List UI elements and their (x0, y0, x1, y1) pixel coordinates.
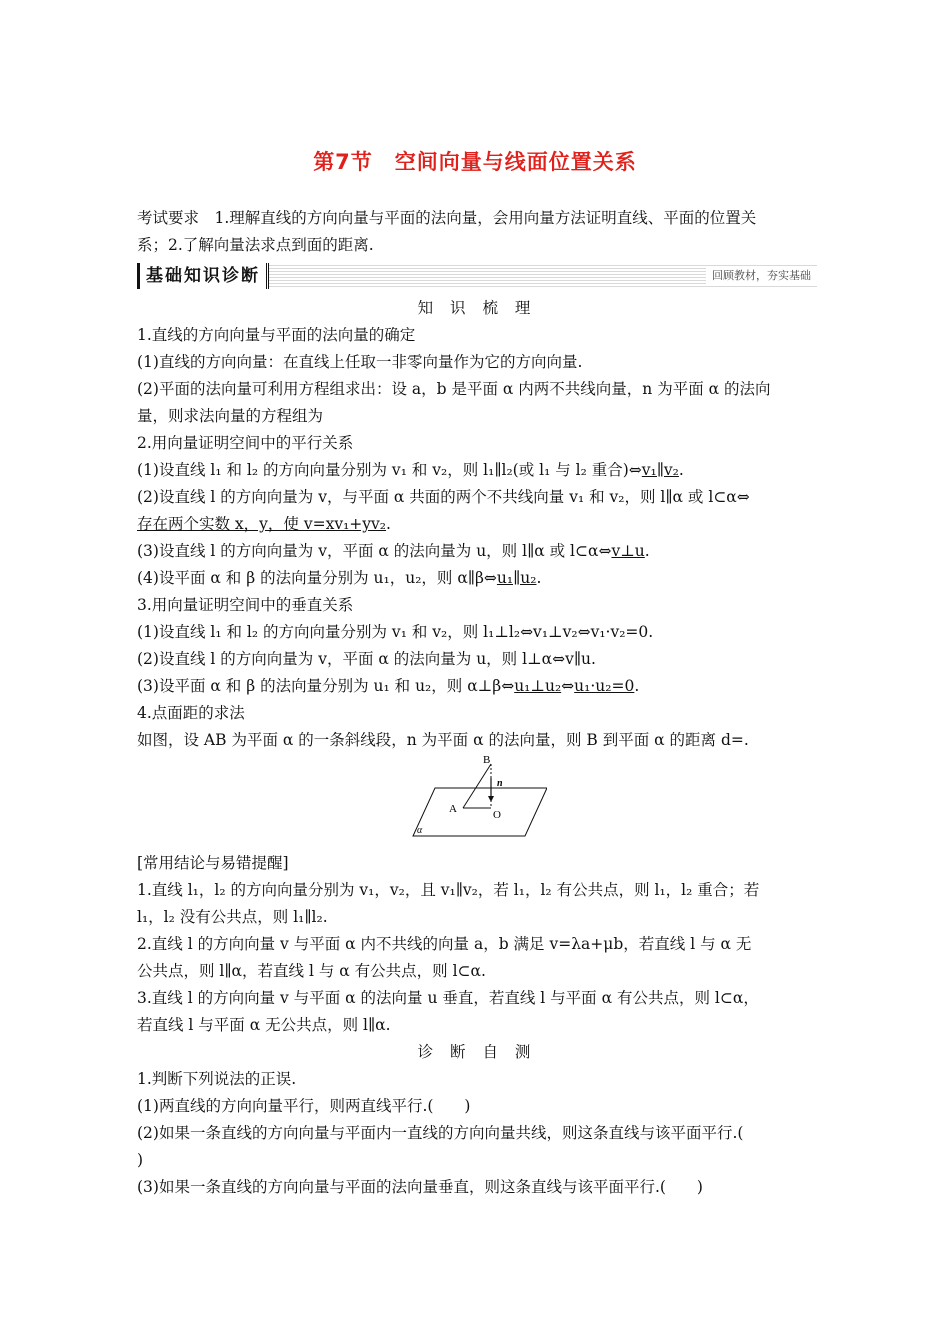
knowledge-s3: 3.用向量证明空间中的垂直关系 (137, 596, 354, 614)
s3-3-answer-2: u₁·u₂=0 (574, 677, 635, 695)
plane-alpha (413, 788, 547, 836)
knowledge-s4: 4.点面距的求法 (137, 704, 245, 722)
knowledge-s4-1: 如图，设 AB 为平面 α 的一条斜线段，n 为平面 α 的法向量，则 B 到平面 α 的距离 d=. (137, 731, 749, 749)
band-subtitle: 回顾教材，夯实基础 (706, 268, 817, 284)
knowledge-heading: 知 识 梳 理 (417, 299, 537, 317)
requirement-line-2: 系；2.了解向量法求点到面的距离. (137, 236, 374, 254)
common-c3a: 3.直线 l 的方向向量 v 与平面 α 的法向量 u 垂直，若直线 l 与平面 α 有公共点，则 l⊂α， (137, 989, 759, 1007)
knowledge-s2-1: (1)设直线 l₁ 和 l₂ 的方向向量分别为 v₁ 和 v₂，则 l₁∥l₂(或 l₁ 与 l₂ 重合)⇔v₁∥v₂. (137, 461, 684, 479)
plane-diagram (407, 756, 547, 848)
diagnosis-q1: 1.判断下列说法的正误. (137, 1070, 297, 1088)
common-c3b: 若直线 l 与平面 α 无公共点，则 l∥α. (137, 1016, 391, 1034)
common-c2b: 公共点，则 l∥α，若直线 l 与 α 有公共点，则 l⊂α. (137, 962, 486, 980)
label-alpha: α (417, 825, 423, 836)
band-title: 基础知识诊断 (140, 263, 269, 289)
diagnosis-q1-2b: ) (137, 1151, 144, 1169)
knowledge-s3-3: (3)设平面 α 和 β 的法向量分别为 u₁ 和 u₂，则 α⊥β⇔u₁⊥u₂⇔u₁·u₂=0. (137, 677, 640, 695)
knowledge-s3-2: (2)设直线 l 的方向向量为 v，平面 α 的法向量为 u，则 l⊥α⇔v∥u. (137, 650, 596, 668)
diagnosis-heading: 诊 断 自 测 (417, 1043, 537, 1061)
s2-4-answer: u₁∥u₂ (496, 569, 537, 587)
knowledge-s1: 1.直线的方向向量与平面的法向量的确定 (137, 326, 416, 344)
knowledge-s1-2b: 量，则求法向量的方程组为 (137, 407, 324, 425)
knowledge-s1-1: (1)直线的方向向量：在直线上任取一非零向量作为它的方向向量. (137, 353, 583, 371)
s3-3-mid: ⇔ (561, 677, 575, 695)
knowledge-s2-2b: 存在两个实数 x，y，使 v=xv₁+yv₂. (137, 515, 391, 533)
normal-arrowhead (488, 796, 494, 802)
knowledge-s1-2a: (2)平面的法向量可利用方程组求出：设 a，b 是平面 α 内两不共线向量，n 为平面 α 的法向 (137, 380, 771, 398)
s3-3-text: (3)设平面 α 和 β 的法向量分别为 u₁ 和 u₂，则 α⊥β⇔ (137, 677, 515, 695)
s2-4-text: (4)设平面 α 和 β 的法向量分别为 u₁，u₂，则 α∥β⇔ (137, 569, 497, 587)
knowledge-s2-3: (3)设直线 l 的方向向量为 v，平面 α 的法向量为 u，则 l∥α 或 l⊂α⇔v⊥u. (137, 542, 650, 560)
s2-2-answer: 存在两个实数 x，y，使 v=xv₁+yv₂ (137, 515, 387, 533)
s2-1-text: (1)设直线 l₁ 和 l₂ 的方向向量分别为 v₁ 和 v₂，则 l₁∥l₂(或 l₁ 与 l₂ 重合)⇔ (137, 461, 642, 479)
s2-3-answer: v⊥u (611, 542, 645, 560)
requirement-line-1: 考试要求 1.理解直线的方向向量与平面的法向量，会用向量方法证明直线、平面的位置关 (137, 209, 757, 227)
common-c1a: 1.直线 l₁，l₂ 的方向向量分别为 v₁，v₂，且 v₁∥v₂，若 l₁，l₂ 有公共点，则 l₁，l₂ 重合；若 (137, 881, 760, 899)
label-B: B (483, 756, 491, 766)
s2-1-answer: v₁∥v₂ (641, 461, 679, 479)
s2-3-text: (3)设直线 l 的方向向量为 v，平面 α 的法向量为 u，则 l∥α 或 l⊂α⇔ (137, 542, 612, 560)
common-heading: [常用结论与易错提醒] (137, 854, 289, 872)
content (137, 205, 817, 1201)
section-band (137, 263, 817, 289)
common-c2a: 2.直线 l 的方向向量 v 与平面 α 内不共线的向量 a，b 满足 v=λa+μb，若直线 l 与 α 无 (137, 935, 752, 953)
knowledge-s2-2a: (2)设直线 l 的方向向量为 v，与平面 α 共面的两个不共线向量 v₁ 和 v₂，则 l∥α 或 l⊂α⇔ (137, 488, 750, 506)
diagnosis-q1-3: (3)如果一条直线的方向向量与平面的法向量垂直，则这条直线与该平面平行.( ) (137, 1178, 703, 1196)
s3-3-answer-1: u₁⊥u₂ (514, 677, 562, 695)
label-n: n (497, 778, 503, 789)
diagnosis-q1-1: (1)两直线的方向向量平行，则两直线平行.( ) (137, 1097, 471, 1115)
label-A: A (449, 803, 457, 815)
page-title: 第7节 空间向量与线面位置关系 (313, 150, 637, 174)
distance-figure (137, 754, 817, 850)
knowledge-s3-1: (1)设直线 l₁ 和 l₂ 的方向向量分别为 v₁ 和 v₂，则 l₁⊥l₂⇔v₁⊥v₂⇔v₁·v₂=0. (137, 623, 654, 641)
diagnosis-q1-2a: (2)如果一条直线的方向向量与平面内一直线的方向向量共线，则这条直线与该平面平行.( (137, 1124, 744, 1142)
knowledge-s2-4: (4)设平面 α 和 β 的法向量分别为 u₁，u₂，则 α∥β⇔u₁∥u₂. (137, 569, 542, 587)
knowledge-s2: 2.用向量证明空间中的平行关系 (137, 434, 354, 452)
common-c1b: l₁，l₂ 没有公共点，则 l₁∥l₂. (137, 908, 328, 926)
segment-AB (463, 764, 491, 808)
label-O: O (493, 809, 501, 821)
